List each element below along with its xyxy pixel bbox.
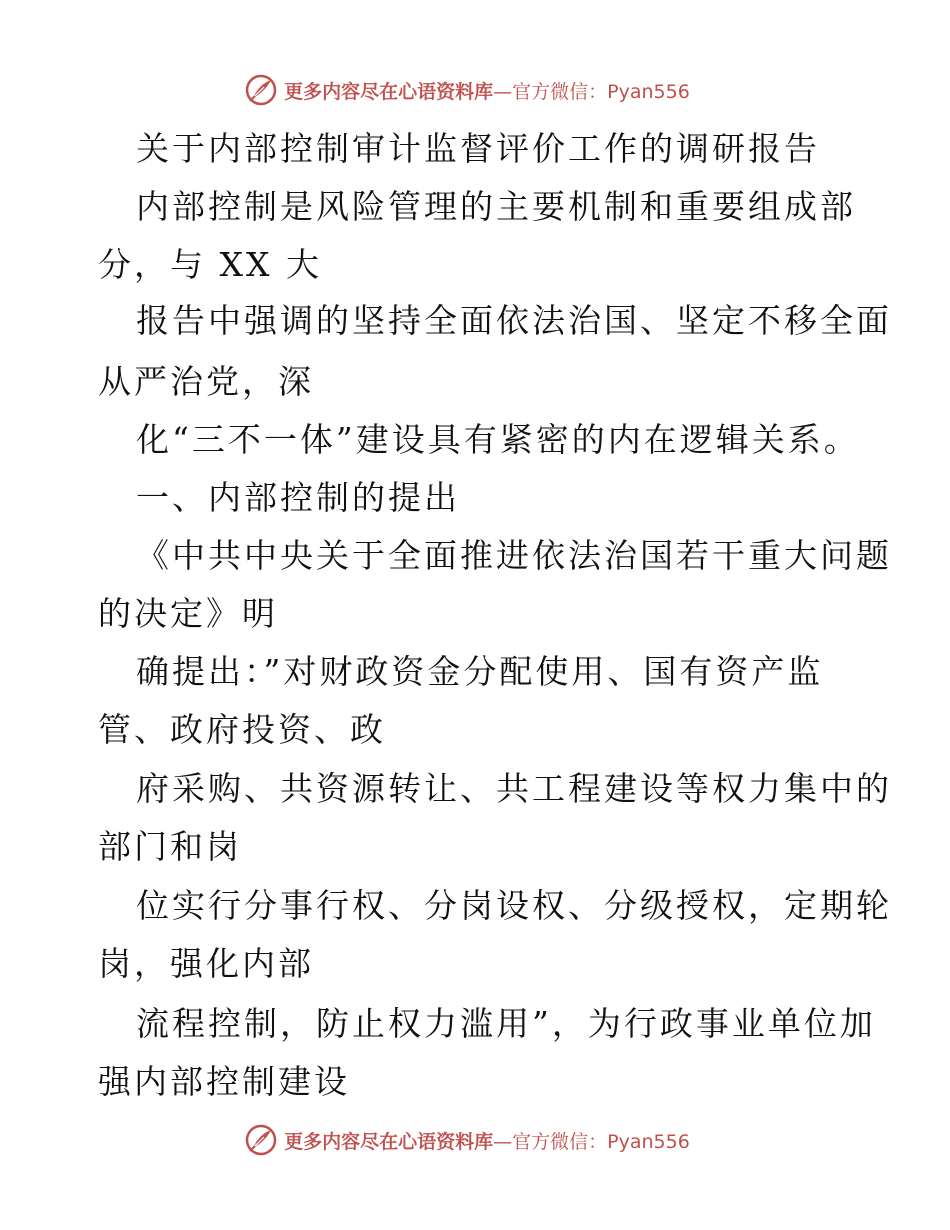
watermark-wechat-text: 官方微信：Pyan556 bbox=[512, 80, 690, 103]
paragraph-line: 部门和岗 bbox=[98, 827, 242, 866]
paragraph-line: 位实行分事行权、分岗设权、分级授权，定期轮 bbox=[136, 886, 892, 925]
paragraph-line: 的决定》明 bbox=[98, 594, 278, 633]
watermark-group bbox=[244, 1123, 690, 1157]
paragraph-line: 府采购、共资源转让、共工程建设等权力集中的 bbox=[136, 769, 892, 808]
watermark-text bbox=[284, 1127, 690, 1154]
paragraph-line: 确提出：”对财政资金分配使用、国有资产监 bbox=[136, 652, 824, 691]
paragraph-line: 《中共中央关于全面推进依法治国若干重大问题 bbox=[136, 536, 892, 575]
watermark-wechat-text: 官方微信：Pyan556 bbox=[512, 1130, 690, 1153]
footer-watermark bbox=[0, 1120, 950, 1160]
watermark-dash: — bbox=[493, 80, 513, 103]
watermark-dash: — bbox=[493, 1130, 513, 1153]
paragraph-line: 强内部控制建设 bbox=[98, 1062, 350, 1101]
section-heading: 一、内部控制的提出 bbox=[136, 478, 460, 517]
paragraph-line: 化“三不一体”建设具有紧密的内在逻辑关系。 bbox=[136, 420, 860, 459]
watermark-site-text: 更多内容尽在心语资料库 bbox=[284, 80, 494, 103]
paragraph-line: 内部控制是风险管理的主要机制和重要组成部 bbox=[136, 187, 856, 226]
paragraph-line: 从严治党，深 bbox=[98, 362, 314, 401]
document-title: 关于内部控制审计监督评价工作的调研报告 bbox=[136, 129, 820, 168]
paragraph-line: 岗，强化内部 bbox=[98, 944, 314, 983]
feather-pen-logo-icon bbox=[244, 1123, 278, 1157]
paragraph-line: 分，与 XX 大 bbox=[98, 245, 322, 284]
paragraph-line: 报告中强调的坚持全面依法治国、坚定不移全面 bbox=[136, 301, 892, 340]
paragraph-line: 流程控制，防止权力滥用”，为行政事业单位加 bbox=[136, 1004, 876, 1043]
paragraph-line: 管、政府投资、政 bbox=[98, 710, 386, 749]
watermark-site-text: 更多内容尽在心语资料库 bbox=[284, 1130, 494, 1153]
